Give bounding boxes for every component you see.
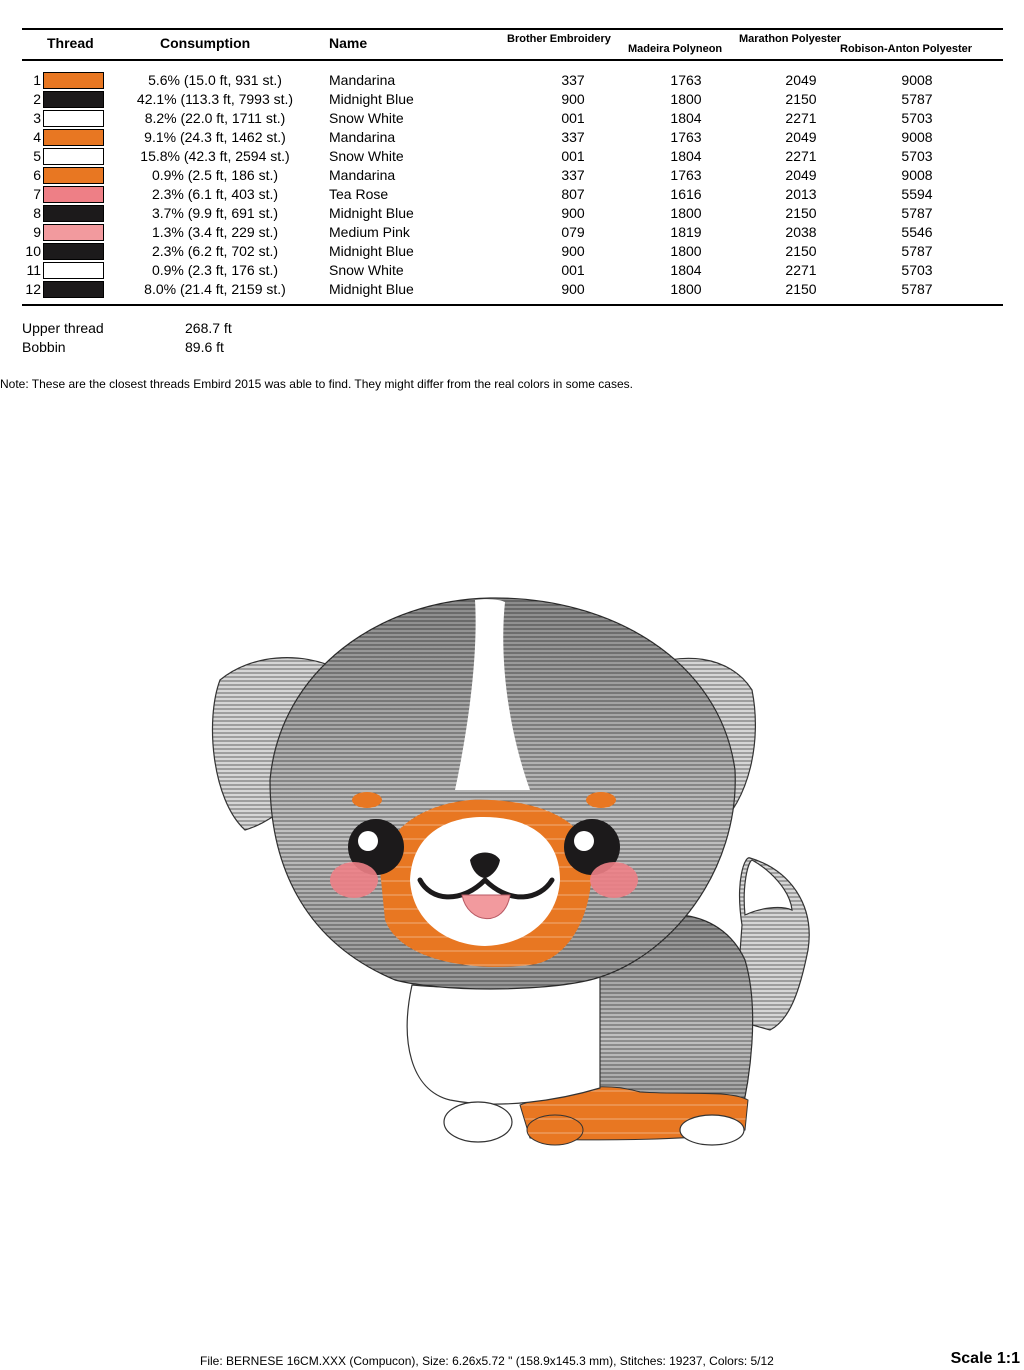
brother-code-cell: 337 xyxy=(561,167,585,183)
upper-thread-label: Upper thread xyxy=(22,320,104,336)
paw-front-left xyxy=(444,1102,512,1142)
robison-code-cell: 5787 xyxy=(901,91,933,107)
marathon-code-cell: 2049 xyxy=(785,167,817,183)
brother-code-cell: 079 xyxy=(561,224,585,240)
header-brother: Brother Embroidery xyxy=(507,33,611,45)
robison-code-cell: 5546 xyxy=(901,224,933,240)
thread-name-cell: Midnight Blue xyxy=(329,281,414,297)
madeira-code-cell: 1800 xyxy=(670,281,702,297)
consumption-cell: 3.7% (9.9 ft, 691 st.) xyxy=(151,205,279,221)
madeira-code-cell: 1819 xyxy=(670,224,702,240)
brother-code-cell: 807 xyxy=(561,186,585,202)
eye-right-shine xyxy=(574,831,594,851)
header-marathon: Marathon Polyester xyxy=(739,33,842,45)
eye-left-shine xyxy=(358,831,378,851)
madeira-code-cell: 1763 xyxy=(670,129,702,145)
madeira-code-cell: 1763 xyxy=(670,167,702,183)
thread-name-cell: Mandarina xyxy=(329,129,396,145)
robison-code-cell: 9008 xyxy=(901,167,933,183)
cheek-right xyxy=(590,862,638,898)
thread-note: Note: These are the closest threads Embird 2015 was able to find. They might differ from the real colors in some cases. xyxy=(0,377,633,391)
brother-code-cell: 337 xyxy=(561,72,585,88)
bobbin-value: 89.6 ft xyxy=(185,339,224,355)
thread-number: 2 xyxy=(33,91,41,107)
consumption-cell: 0.9% (2.5 ft, 186 st.) xyxy=(151,167,279,183)
thread-name-cell: Snow White xyxy=(329,148,404,164)
madeira-code-cell: 1800 xyxy=(670,205,702,221)
header-name: Name xyxy=(329,35,368,51)
marathon-code-cell: 2271 xyxy=(785,262,817,278)
thread-number: 10 xyxy=(25,243,41,259)
brother-code-cell: 001 xyxy=(561,110,585,126)
brother-code-cell: 900 xyxy=(561,205,585,221)
paw-back xyxy=(680,1115,744,1145)
robison-code-cell: 5594 xyxy=(901,186,933,202)
robison-code-cell: 5703 xyxy=(901,110,933,126)
brother-code-cell: 001 xyxy=(561,148,585,164)
header-thread: Thread xyxy=(47,35,94,51)
thread-number: 1 xyxy=(33,72,41,88)
consumption-cell: 1.3% (3.4 ft, 229 st.) xyxy=(151,224,279,240)
marathon-code-cell: 2150 xyxy=(785,205,817,221)
marathon-code-cell: 2013 xyxy=(785,186,817,202)
brother-code-cell: 001 xyxy=(561,262,585,278)
cheek-left xyxy=(330,862,378,898)
consumption-cell: 2.3% (6.1 ft, 403 st.) xyxy=(151,186,279,202)
robison-code-cell: 5787 xyxy=(901,281,933,297)
robison-code-cell: 5787 xyxy=(901,205,933,221)
marathon-code-cell: 2150 xyxy=(785,91,817,107)
robison-code-cell: 9008 xyxy=(901,129,933,145)
bobbin-label: Bobbin xyxy=(22,339,66,355)
robison-code-cell: 5703 xyxy=(901,148,933,164)
header-robison: Robison-Anton Polyester xyxy=(840,43,973,55)
madeira-code-cell: 1800 xyxy=(670,243,702,259)
thread-name-cell: Midnight Blue xyxy=(329,91,414,107)
thread-name-cell: Midnight Blue xyxy=(329,243,414,259)
consumption-cell: 8.2% (22.0 ft, 1711 st.) xyxy=(144,110,286,126)
consumption-cell: 8.0% (21.4 ft, 2159 st.) xyxy=(144,281,286,297)
thread-number: 4 xyxy=(33,129,41,145)
thread-name-cell: Snow White xyxy=(329,110,404,126)
brow-left xyxy=(352,792,382,808)
marathon-code-cell: 2150 xyxy=(785,243,817,259)
consumption-cell: 15.8% (42.3 ft, 2594 st.) xyxy=(140,148,290,164)
thread-number: 11 xyxy=(26,262,41,278)
thread-number: 5 xyxy=(33,148,41,164)
brother-code-cell: 337 xyxy=(561,129,585,145)
thread-number: 12 xyxy=(25,281,41,297)
consumption-cell: 42.1% (113.3 ft, 7993 st.) xyxy=(136,91,294,107)
robison-code-cell: 9008 xyxy=(901,72,933,88)
madeira-code-cell: 1763 xyxy=(670,72,702,88)
consumption-cell: 9.1% (24.3 ft, 1462 st.) xyxy=(144,129,286,145)
marathon-code-cell: 2150 xyxy=(785,281,817,297)
header-madeira: Madeira Polyneon xyxy=(628,43,723,55)
thread-number: 3 xyxy=(33,110,41,126)
scale-label: Scale 1:1 xyxy=(950,1350,1020,1367)
madeira-code-cell: 1616 xyxy=(670,186,702,202)
robison-code-cell: 5703 xyxy=(901,262,933,278)
file-info: File: BERNESE 16CM.XXX (Compucon), Size: 6.26x5.72 " (158.9x145.3 mm), Stitches: 19237, Colors: 5/12 xyxy=(200,1354,774,1368)
marathon-code-cell: 2271 xyxy=(785,110,817,126)
marathon-code-cell: 2271 xyxy=(785,148,817,164)
madeira-code-cell: 1804 xyxy=(670,110,702,126)
consumption-cell: 0.9% (2.3 ft, 176 st.) xyxy=(151,262,279,278)
thread-number: 6 xyxy=(33,167,41,183)
thread-name-cell: Mandarina xyxy=(329,72,396,88)
thread-name-cell: Mandarina xyxy=(329,167,396,183)
marathon-code-cell: 2049 xyxy=(785,72,817,88)
paw-front-right xyxy=(527,1115,583,1145)
thread-number: 7 xyxy=(33,186,41,202)
thread-name-cell: Midnight Blue xyxy=(329,205,414,221)
madeira-code-cell: 1800 xyxy=(670,91,702,107)
upper-thread-value: 268.7 ft xyxy=(185,320,232,336)
brother-code-cell: 900 xyxy=(561,91,585,107)
thread-name-cell: Medium Pink xyxy=(329,224,410,240)
consumption-cell: 5.6% (15.0 ft, 931 st.) xyxy=(148,72,282,88)
brother-code-cell: 900 xyxy=(561,281,585,297)
thread-number: 8 xyxy=(33,205,41,221)
thread-name-cell: Tea Rose xyxy=(329,186,389,202)
madeira-code-cell: 1804 xyxy=(670,262,702,278)
robison-code-cell: 5787 xyxy=(901,243,933,259)
brother-code-cell: 900 xyxy=(561,243,585,259)
consumption-cell: 2.3% (6.2 ft, 702 st.) xyxy=(151,243,279,259)
thread-number: 9 xyxy=(33,224,41,240)
thread-name-cell: Snow White xyxy=(329,262,404,278)
madeira-code-cell: 1804 xyxy=(670,148,702,164)
marathon-code-cell: 2049 xyxy=(785,129,817,145)
header-consumption: Consumption xyxy=(160,35,251,51)
brow-right xyxy=(586,792,616,808)
marathon-code-cell: 2038 xyxy=(785,224,817,240)
